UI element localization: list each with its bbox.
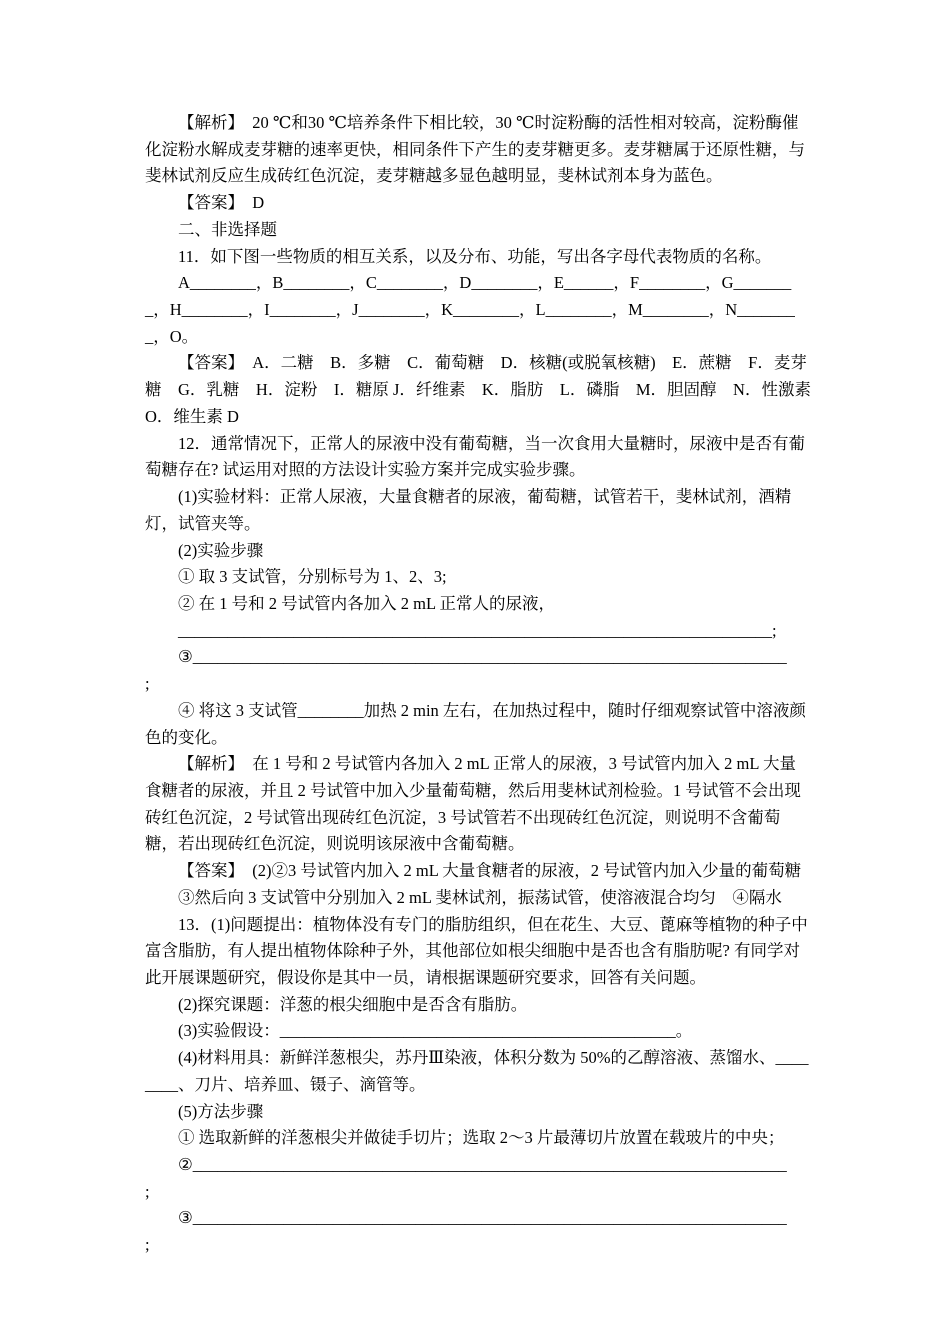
paragraph: 12．通常情况下，正常人的尿液中没有葡萄糖，当一次食用大量糖时，尿液中是否有葡萄糖存在? 试运用对照的方法设计实验方案并完成实验步骤。: [145, 433, 805, 480]
paragraph: ;: [145, 1235, 150, 1255]
paragraph: ① 取 3 支试管，分别标号为 1、2、3;: [178, 567, 447, 587]
paragraph: ②________________________________________________________________________: [178, 1155, 787, 1175]
paragraph: 【解析】 在 1 号和 2 号试管内各加入 2 mL 正常人的尿液，3 号试管内加入 2 mL 大量食糖者的尿液，并且 2 号试管中加入少量葡萄糖，然后用斐林试剂检验。1 号试管不会出现砖红色沉淀，2 号试管出现砖红色沉淀，3 号试管若不出现砖红色沉淀，则说明不含葡萄糖，若出现砖红色沉淀，则说明该尿液中含葡萄糖。: [145, 754, 801, 854]
paragraph: ③________________________________________________________________________: [178, 1208, 787, 1228]
paragraph: ________________________________________________________________________;: [178, 620, 777, 640]
paragraph: ③然后向 3 支试管中分别加入 2 mL 斐林试剂，振荡试管，使溶液混合均匀 ④隔水: [178, 887, 782, 907]
paragraph: 【答案】 A．二糖 B．多糖 C．葡萄糖 D．核糖(或脱氧核糖) E．蔗糖 F．麦芽糖 G．乳糖 H．淀粉 I．糖原 J．纤维素 K．脂肪 L．磷脂 M．胆固醇 N．性激素 O．维生素 D: [145, 353, 828, 426]
paragraph: (2)探究课题：洋葱的根尖细胞中是否含有脂肪。: [178, 994, 528, 1014]
paragraph: 【答案】 (2)②3 号试管内加入 2 mL 大量食糖者的尿液，2 号试管内加入少量的葡萄糖: [178, 861, 802, 881]
paragraph: 11．如下图一些物质的相互关系，以及分布、功能，写出各字母代表物质的名称。: [178, 246, 772, 266]
paragraph: (4)材料用具：新鲜洋葱根尖，苏丹Ⅲ染液，体积分数为 50%的乙醇溶液、蒸馏水、________、刀片、培养皿、镊子、滴管等。: [145, 1048, 809, 1094]
paragraph: 【答案】 D: [178, 193, 265, 213]
paragraph: ;: [145, 1181, 150, 1201]
paragraph: ④ 将这 3 支试管________加热 2 min 左右，在加热过程中，随时仔细观察试管中溶液颜色的变化。: [145, 700, 806, 747]
paragraph: 【解析】 20 ℃和30 ℃培养条件下相比较，30 ℃时淀粉酶的活性相对较高，淀粉酶催化淀粉水解成麦芽糖的速率更快，相同条件下产生的麦芽糖更多。麦芽糖属于还原性糖，与斐林试剂反应生成砖红色沉淀，麦芽糖越多显色越明显，斐林试剂本身为蓝色。: [145, 113, 805, 186]
paragraph: (2)实验步骤: [178, 540, 264, 560]
paragraph: 13．(1)问题提出：植物体没有专门的脂肪组织，但在花生、大豆、蓖麻等植物的种子中富含脂肪，有人提出植物体除种子外，其他部位如根尖细胞中是否也含有脂肪呢? 有同学对此开展课题研究，假设你是其中一员，请根据课题研究要求，回答有关问题。: [145, 914, 808, 987]
paragraph: (5)方法步骤: [178, 1101, 264, 1121]
paragraph: (1)实验材料：正常人尿液，大量食糖者的尿液，葡萄糖，试管若干，斐林试剂，酒精灯，试管夹等。: [145, 487, 792, 533]
document-body: [145, 110, 828, 1259]
paragraph: ② 在 1 号和 2 号试管内各加入 2 mL 正常人的尿液，: [178, 593, 556, 613]
paragraph: ① 选取新鲜的洋葱根尖并做徒手切片；选取 2～3 片最薄切片放置在载玻片的中央；: [178, 1128, 785, 1148]
paragraph: (3)实验假设：________________________________________________。: [178, 1021, 693, 1041]
paragraph: ③________________________________________________________________________: [178, 647, 787, 667]
paragraph: 二、非选择题: [178, 219, 277, 239]
paragraph: A________，B________，C________，D________，E______，F________，G________，H________，I________，J________，K________，L________，M________，N________，O。: [145, 273, 795, 346]
paragraph: ;: [145, 674, 150, 694]
